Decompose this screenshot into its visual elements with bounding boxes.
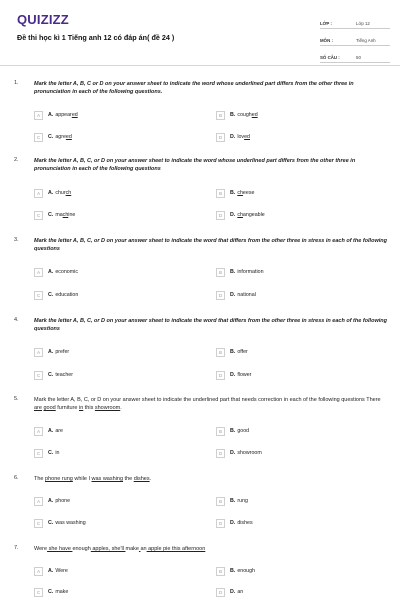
option-text-underlined: ed — [244, 134, 250, 140]
option-text-post: eese — [242, 190, 255, 196]
option-text-pre: ma — [55, 212, 63, 218]
option-text — [55, 372, 73, 378]
option-label: A. — [48, 112, 54, 118]
option-label: B. — [230, 112, 236, 118]
option-label: A. — [48, 568, 54, 574]
option-d[interactable] — [216, 448, 262, 458]
option-c[interactable] — [34, 587, 68, 597]
option-label: B. — [230, 428, 236, 434]
option-text-pre: prefer — [55, 349, 70, 355]
option-text-pre: economic — [55, 269, 78, 275]
option-letter-box[interactable]: C — [34, 371, 43, 380]
option-d[interactable] — [216, 210, 265, 220]
option-text-pre: enough — [237, 568, 255, 574]
question-number: 5. — [14, 396, 19, 402]
meta-key: SỐ CÂU : — [320, 55, 340, 60]
option-text — [237, 292, 256, 298]
underlined-part: phone rung — [45, 476, 73, 482]
question-number: 6. — [14, 475, 19, 481]
option-letter-box[interactable]: B — [216, 427, 225, 436]
meta-row-grade — [320, 16, 390, 29]
option-c[interactable] — [34, 290, 78, 300]
option-a[interactable] — [34, 110, 78, 120]
option-text-pre: agre — [55, 134, 66, 140]
option-text-pre: education — [55, 292, 79, 298]
option-d[interactable] — [216, 132, 250, 142]
question-text — [34, 475, 390, 483]
option-text-pre: appear — [55, 112, 72, 118]
option-letter-box[interactable]: C — [34, 588, 43, 597]
option-text — [237, 568, 255, 574]
text-part: . — [120, 405, 122, 411]
option-letter-box[interactable]: C — [34, 291, 43, 300]
option-label: A. — [48, 498, 54, 504]
option-label: B. — [230, 269, 236, 275]
option-text — [237, 498, 248, 504]
option-text-pre: showroom — [237, 450, 262, 456]
option-b[interactable] — [216, 267, 264, 277]
option-text — [55, 212, 75, 218]
option-text-pre: an — [237, 589, 244, 595]
question-number: 3. — [14, 237, 19, 243]
option-text-post: angeable — [242, 212, 265, 218]
option-b[interactable] — [216, 347, 248, 357]
option-letter-box[interactable]: D — [216, 291, 225, 300]
option-letter-box[interactable]: A — [34, 497, 43, 506]
option-text-underlined: ch — [65, 190, 72, 196]
option-b[interactable] — [216, 426, 249, 436]
option-text-underlined: ch — [237, 190, 243, 196]
option-letter-box[interactable]: D — [216, 588, 225, 597]
option-text — [237, 372, 251, 378]
option-label: B. — [230, 190, 236, 196]
header-divider — [0, 65, 400, 66]
option-text-pre: good — [237, 428, 250, 434]
option-text — [237, 212, 264, 218]
option-text-underlined: ed — [71, 112, 78, 118]
option-label: C. — [48, 372, 54, 378]
option-text-pre: flower — [237, 372, 252, 378]
page-title: Đề thi học kì 1 Tiếng anh 12 có đáp án( đề 24 ) — [17, 33, 175, 42]
option-a[interactable] — [34, 347, 69, 357]
option-letter-box[interactable]: B — [216, 567, 225, 576]
option-label: D. — [230, 372, 236, 378]
option-text-pre: make — [55, 589, 69, 595]
option-text-pre: phone — [55, 498, 71, 504]
meta-row-subject — [320, 33, 390, 46]
option-text-pre: rung — [237, 498, 248, 504]
text-part: The — [34, 476, 46, 482]
option-text-pre: was washing — [55, 520, 86, 526]
option-d[interactable] — [216, 518, 253, 528]
option-letter-box[interactable]: B — [216, 111, 225, 120]
option-c[interactable] — [34, 518, 86, 528]
option-letter-box[interactable]: C — [34, 133, 43, 142]
option-letter-box[interactable]: A — [34, 427, 43, 436]
question-text: Mark the letter A, B, C, or D on your answer sheet to indicate the word that differs from the other three in stress in each of the following questions — [34, 238, 387, 252]
option-letter-box[interactable]: A — [34, 348, 43, 357]
option-label: D. — [230, 520, 236, 526]
option-letter-box[interactable]: A — [34, 189, 43, 198]
option-label: A. — [48, 190, 54, 196]
underlined-part: was washing — [91, 476, 124, 482]
option-letter-box[interactable]: D — [216, 371, 225, 380]
option-label: D. — [230, 134, 236, 140]
option-a[interactable] — [34, 566, 68, 576]
option-text — [55, 190, 71, 196]
option-letter-box[interactable]: D — [216, 519, 225, 528]
option-letter-box[interactable]: B — [216, 497, 225, 506]
option-label: A. — [48, 349, 54, 355]
option-text — [55, 589, 68, 595]
option-d[interactable] — [216, 290, 256, 300]
option-c[interactable] — [34, 132, 72, 142]
underlined-part: apple pie this afternoon — [146, 546, 206, 552]
option-text — [237, 112, 257, 118]
meta-panel — [320, 16, 390, 63]
option-text — [55, 520, 85, 526]
question-text: Mark the letter A, B, C, or D on your answer sheet to indicate the word that differs from the other three in stress in each of the following questions — [34, 318, 387, 332]
text-part: this — [83, 405, 95, 411]
option-letter-box[interactable]: C — [34, 211, 43, 220]
option-text-underlined: ed — [65, 134, 72, 140]
text-part: the — [123, 476, 134, 482]
option-text — [237, 450, 261, 456]
text-part: furniture — [55, 405, 79, 411]
option-text — [237, 134, 250, 140]
option-letter-box[interactable]: D — [216, 133, 225, 142]
option-text-pre: are — [55, 428, 63, 434]
meta-key: MÔN : — [320, 38, 333, 43]
option-text-underlined: ed — [251, 112, 258, 118]
option-d[interactable] — [216, 370, 251, 380]
option-text-pre: information — [237, 269, 264, 275]
text-part: Mark the letter A, B, C, or D on your answer sheet to indicate the underlined part that needs correction in each of the following questions There — [34, 397, 381, 403]
option-letter-box[interactable]: B — [216, 268, 225, 277]
question-text — [34, 396, 390, 412]
option-text — [55, 112, 77, 118]
option-label: C. — [48, 520, 54, 526]
option-label: D. — [230, 292, 236, 298]
option-text-underlined: ch — [237, 212, 243, 218]
option-label: B. — [230, 349, 236, 355]
option-text-underlined: ch — [62, 212, 69, 218]
option-label: C. — [48, 292, 54, 298]
option-letter-box[interactable]: C — [34, 519, 43, 528]
option-label: C. — [48, 134, 54, 140]
option-label: C. — [48, 212, 54, 218]
option-d[interactable] — [216, 587, 243, 597]
underlined-part: in — [78, 405, 84, 411]
option-text — [55, 349, 69, 355]
underlined-part: good — [43, 405, 56, 411]
option-letter-box[interactable]: D — [216, 449, 225, 458]
option-text — [237, 520, 252, 526]
option-c[interactable] — [34, 210, 75, 220]
option-letter-box[interactable]: A — [34, 268, 43, 277]
option-text-pre: offer — [237, 349, 248, 355]
option-label: B. — [230, 498, 236, 504]
quizizz-logo: QUIZIZZ — [17, 12, 69, 27]
option-text-pre: national — [237, 292, 256, 298]
option-letter-box[interactable]: B — [216, 348, 225, 357]
underlined-part: showroom — [94, 405, 121, 411]
option-c[interactable] — [34, 370, 73, 380]
option-label: A. — [48, 428, 54, 434]
text-part: enough — [72, 546, 91, 552]
option-text — [55, 498, 70, 504]
option-label: D. — [230, 589, 236, 595]
question-number: 2. — [14, 157, 19, 163]
option-text — [237, 349, 248, 355]
option-a[interactable] — [34, 496, 70, 506]
option-text — [237, 428, 249, 434]
question-number: 4. — [14, 317, 19, 323]
option-b[interactable] — [216, 110, 258, 120]
option-label: D. — [230, 450, 236, 456]
option-a[interactable] — [34, 188, 71, 198]
meta-value: Tiếng Anh — [356, 38, 376, 43]
option-text-pre: Were — [55, 568, 68, 574]
option-b[interactable] — [216, 496, 248, 506]
underlined-part: apples, she'll — [90, 546, 126, 552]
meta-value: 50 — [356, 55, 361, 60]
option-text-post: ine — [68, 212, 76, 218]
option-c[interactable] — [34, 448, 59, 458]
text-part: make — [125, 546, 139, 552]
option-text — [55, 450, 59, 456]
option-text-pre: cough — [237, 112, 252, 118]
option-label: D. — [230, 212, 236, 218]
meta-row-count — [320, 50, 390, 63]
option-text — [55, 134, 72, 140]
option-text-pre: lov — [237, 134, 245, 140]
option-letter-box[interactable]: A — [34, 567, 43, 576]
question-number: 7. — [14, 545, 19, 551]
text-part: an — [140, 546, 147, 552]
text-part: . — [149, 476, 152, 482]
underlined-part: dishes — [133, 476, 150, 482]
option-a[interactable] — [34, 267, 78, 277]
underlined-part: she have — [47, 546, 73, 552]
option-a[interactable] — [34, 426, 63, 436]
meta-value: Lớp 12 — [356, 21, 370, 26]
option-label: B. — [230, 568, 236, 574]
question-number: 1. — [14, 80, 19, 86]
question-text: Mark the letter A, B, C or D on your answer sheet to indicate the word whose underlined part differs from the other three in pronunciation in each of the following questions. — [34, 81, 354, 95]
text-part: while I — [72, 476, 92, 482]
question-text — [34, 545, 390, 553]
option-text — [55, 568, 68, 574]
option-text-pre: chur — [55, 190, 66, 196]
meta-key: LỚP : — [320, 21, 332, 26]
option-b[interactable] — [216, 566, 255, 576]
option-text-pre: dishes — [237, 520, 253, 526]
option-label: C. — [48, 589, 54, 595]
option-text-pre: in — [55, 450, 60, 456]
underlined-part: are — [34, 405, 42, 411]
option-text — [55, 292, 78, 298]
option-text — [237, 190, 254, 196]
option-text — [55, 428, 63, 434]
option-text — [237, 269, 263, 275]
option-label: C. — [48, 450, 54, 456]
option-text — [237, 589, 243, 595]
option-text-pre: teacher — [55, 372, 73, 378]
question-text: Mark the letter A, B, C, or D on your answer sheet to indicate the word whose underlined part differs from the other three in pronunciation in each of the following questions — [34, 158, 356, 172]
text-part: Were — [34, 546, 48, 552]
option-letter-box[interactable]: B — [216, 189, 225, 198]
option-letter-box[interactable]: A — [34, 111, 43, 120]
option-b[interactable] — [216, 188, 254, 198]
option-letter-box[interactable]: C — [34, 449, 43, 458]
option-text — [55, 269, 78, 275]
option-letter-box[interactable]: D — [216, 211, 225, 220]
option-label: A. — [48, 269, 54, 275]
